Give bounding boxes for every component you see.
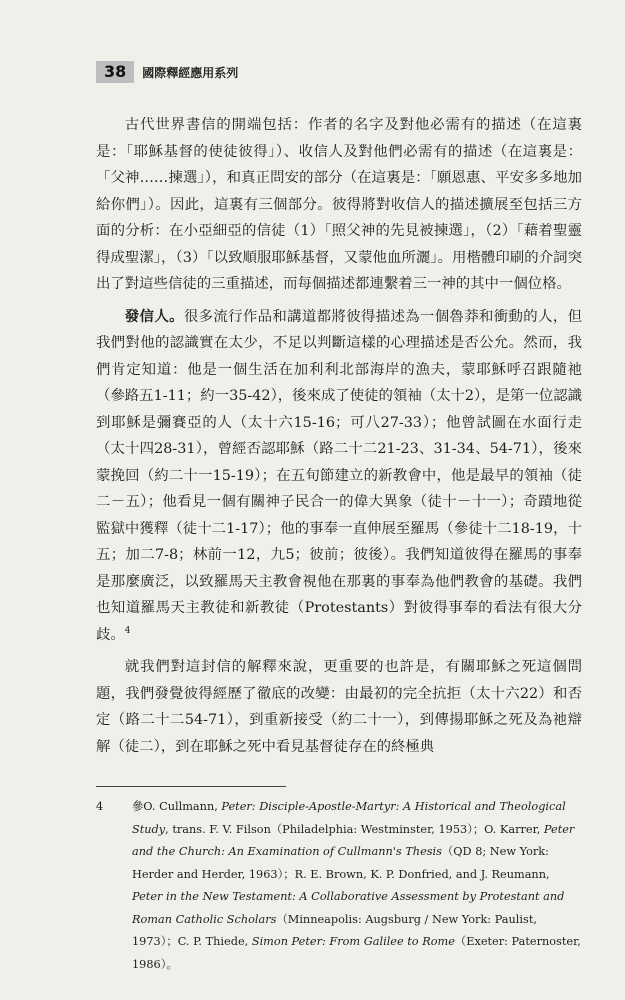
footnote-part: （QD 8; New York: Herder and Herder, 1963）；R. E. Brown, K. P. Donfried, and J. Reumann, [132,845,550,881]
footnote-part: （Minneapolis: Augsburg / New York: Paulist, 1973）；C. P. Thiede, [132,912,537,948]
footnote-text [132,796,582,976]
footnote-number: 4 [96,800,104,813]
series-title: 國際釋經應用系列 [142,65,239,80]
paragraph-sender [96,304,582,649]
footnote-title: Peter: Disciple-Apostle-Martyr: A Historical and Theological Study [132,800,566,836]
footnote-title: Peter and the Church: An Examination of Cullmann's Thesis [132,822,575,858]
footnote-title: Simon Peter: From Galilee to Rome [251,935,455,948]
footnote-title: Peter in the New Testament: A Collaborative Assessment by Protestant and Roman Catholic Scholars [132,890,565,926]
footnote-part: （Exeter: Paternoster, 1986）。 [132,935,581,971]
footnote-part: , trans. F. V. Filson（Philadelphia: Westminster, 1953）；O. Karrer, [165,822,544,836]
page-number: 38 [96,61,134,83]
footnote-ref: 4 [124,625,131,636]
running-header [96,60,238,84]
footnote [96,796,582,976]
footnote-part: 參O. Cullmann, [132,800,222,813]
section-lead-sender: 發信人。 [124,307,184,325]
body-text [96,112,582,766]
paragraph-sender-text: 很多流行作品和講道都將彼得描述為一個魯莽和衝動的人，但我們對他的認識實在太少，不足以判斷這樣的心理描述是否公允。然而，我們肯定知道：他是一個生活在加利利北部海岸的漁夫，蒙耶穌呼召跟隨祂（參路五1-11；約一35-42），後來成了使徒的領袖（太十2），是第一位認識到耶穌是彌賽亞的人（太十六15-16；可八27-33）；他曾試圖在水面行走（太十四28-31），曾經否認耶穌（路二十二21-23、31-34、54-71），後來蒙挽回（約二十一15-19）；在五旬節建立的新教會中，他是最早的領袖（徒二－五）；他看見一個有關神子民合一的偉大異象（徒十－十一）；奇蹟地從監獄中獲釋（徒十二1-17）；他的事奉一直伸展至羅馬（參徒十二18-19，十五；加二7-8；林前一12，九5；彼前；彼後）。我們知道彼得在羅馬的事奉是那麼廣泛，以致羅馬天主教會視他在那裏的事奉為他們教會的基礎。我們也知道羅馬天主教徒和新教徒（Protestants）對彼得事奉的看法有很大分歧。 [96,308,582,643]
paragraph-death-of-jesus: 就我們對這封信的解釋來說，更重要的也許是，有關耶穌之死這個問題，我們發覺彼得經歷了徹底的改變：由最初的完全抗拒（太十六22）和否定（路二十二54-71），到重新接受（約二十一），到傳揚耶穌之死及為祂辯解（徒二），到在耶穌之死中看見基督徒存在的終極典 [96,659,582,755]
footnote-divider [96,786,286,787]
paragraph-opening-greeting: 古代世界書信的開端包括：作者的名字及對他必需有的描述（在這裏是：「耶穌基督的使徒彼得」）、收信人及對他們必需有的描述（在這裏是：「父神……揀選」），和真正問安的部分（在這裏是：「願恩惠、平安多多地加給你們」）。因此，這裏有三個部分。彼得將對收信人的描述擴展至包括三方面的分析：在小亞細亞的信徒（1）「照父神的先見被揀選」，（2）「藉着聖靈得成聖潔」，（3）「以致順服耶穌基督，又蒙他血所灑」。用楷體印刷的介詞突出了對這些信徒的三重描述，而每個描述都連繫着三一神的其中一個位格。 [96,117,582,292]
